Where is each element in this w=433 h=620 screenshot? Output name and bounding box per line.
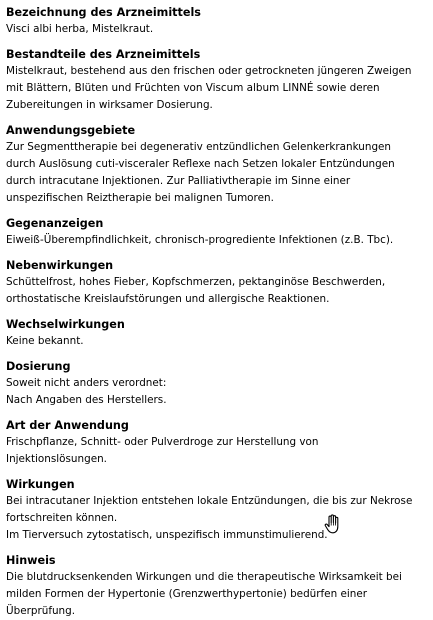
section-text-line: mit Blättern, Blüten und Früchten von Viscum album LINNÉ sowie deren bbox=[6, 82, 380, 94]
section-heading: Hinweis bbox=[6, 554, 56, 567]
section-dosierung bbox=[6, 358, 427, 409]
section-gegenanzeigen bbox=[6, 215, 427, 249]
section-heading: Wechselwirkungen bbox=[6, 318, 125, 331]
section-heading: Gegenanzeigen bbox=[6, 217, 104, 230]
section-text-line: Zur Segmenttherapie bei degenerativ entzündlichen Gelenkerkrankungen bbox=[6, 141, 392, 153]
section-heading: Art der Anwendung bbox=[6, 419, 129, 432]
section-bezeichnung bbox=[6, 4, 427, 38]
section-text-line: Überprüfung. bbox=[6, 605, 76, 617]
section-text-line: Zubereitungen in wirksamer Dosierung. bbox=[6, 99, 213, 111]
section-text-line: durch Auslösung cuti-visceraler Reflexe nach Setzen lokaler Entzündungen bbox=[6, 158, 395, 170]
section-wirkungen bbox=[6, 476, 427, 544]
section-text-line: Injektionslösungen. bbox=[6, 453, 107, 465]
section-heading: Anwendungsgebiete bbox=[6, 124, 136, 137]
section-heading: Dosierung bbox=[6, 360, 71, 373]
section-heading: Bestandteile des Arzneimittels bbox=[6, 48, 201, 61]
section-text-line: Keine bekannt. bbox=[6, 335, 84, 347]
section-heading: Bezeichnung des Arzneimittels bbox=[6, 6, 201, 19]
section-heading: Nebenwirkungen bbox=[6, 259, 114, 272]
section-text-line: fortschreiten können. bbox=[6, 512, 118, 524]
section-text-line: Visci albi herba, Mistelkraut. bbox=[6, 23, 154, 35]
hand-cursor-icon bbox=[324, 514, 342, 534]
section-anwendungsgebiete bbox=[6, 122, 427, 207]
section-text-line: Im Tierversuch zytostatisch, unspezifisch immunstimulierend. bbox=[6, 529, 328, 541]
section-hinweis bbox=[6, 552, 427, 620]
section-text-line: unspezifischen Reiztherapie bei malignen Tumoren. bbox=[6, 192, 274, 204]
section-text-line: Nach Angaben des Herstellers. bbox=[6, 394, 167, 406]
section-text-line: Die blutdrucksenkenden Wirkungen und die therapeutische Wirksamkeit bei bbox=[6, 571, 402, 583]
section-text-line: Eiweiß-Überempfindlichkeit, chronisch-progrediente Infektionen (z.B. Tbc). bbox=[6, 234, 394, 246]
section-text-line: Schüttelfrost, hohes Fieber, Kopfschmerzen, pektanginöse Beschwerden, bbox=[6, 276, 386, 288]
section-nebenwirkungen bbox=[6, 257, 427, 308]
section-art-der-anwendung bbox=[6, 417, 427, 468]
section-heading: Wirkungen bbox=[6, 478, 75, 491]
section-text-line: Soweit nicht anders verordnet: bbox=[6, 377, 167, 389]
section-text-line: Bei intracutaner Injektion entstehen lokale Entzündungen, die bis zur Nekrose bbox=[6, 495, 413, 507]
section-text-line: durch intracutane Injektionen. Zur Palliativtherapie im Sinne einer bbox=[6, 175, 351, 187]
section-wechselwirkungen bbox=[6, 316, 427, 350]
section-text-line: orthostatische Kreislaufstörungen und allergische Reaktionen. bbox=[6, 293, 330, 305]
section-text-line: milden Formen der Hypertonie (Grenzwerthypertonie) bedürfen einer bbox=[6, 588, 367, 600]
section-bestandteile bbox=[6, 46, 427, 114]
section-text-line: Frischpflanze, Schnitt- oder Pulverdroge zur Herstellung von bbox=[6, 436, 319, 448]
section-text-line: Mistelkraut, bestehend aus den frischen oder getrockneten jüngeren Zweigen bbox=[6, 65, 412, 77]
